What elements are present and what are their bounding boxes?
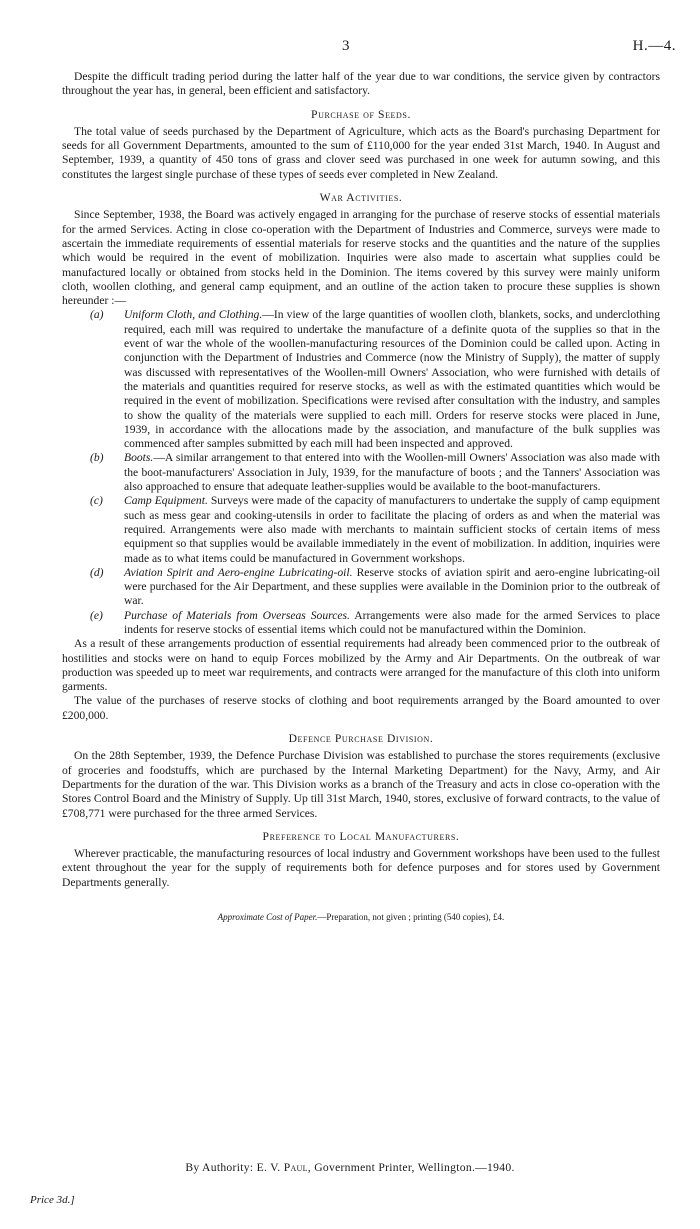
list-item: [62, 494, 660, 565]
item-marker: (c): [90, 494, 103, 508]
authority-prefix: By Authority:: [185, 1161, 254, 1174]
war-heading: War Activities.: [319, 191, 403, 205]
item-title: Boots.: [124, 451, 154, 465]
item-marker: (b): [90, 451, 104, 465]
war-value-paragraph: The value of the purchases of reserve stocks of clothing and boot requirements arranged by the Board amounted to over £200,000.: [62, 694, 660, 722]
document-reference: H.—4.: [632, 38, 676, 54]
item-title: Uniform Cloth, and Clothing.: [124, 308, 263, 322]
body-text: [62, 70, 660, 924]
list-item: [62, 308, 660, 451]
item-title: Purchase of Materials from Overseas Sources.: [124, 608, 350, 622]
item-text: Reserve stocks of aviation spirit and aero-engine lubricating-oil were purchased for the Air Department, and these supplies were available in the Dominion prior to the outbreak of war.: [124, 565, 660, 608]
list-item: [62, 566, 660, 609]
item-text: Surveys were made of the capacity of manufacturers to undertake the supply of camp equipment such as mess gear and cooking-utensils in order to facilitate the placing of orders as and when the material was required. Arrangements were also made with merchants to maintain sufficient stocks of certain items of mess equipment so that supplies would be available immediately in the event of mobilization. In addition, inquiries were made as to what items could be manufactured in Government workshops.: [124, 494, 660, 565]
cost-text: —Preparation, not given ; printing (540 copies), £4.: [317, 912, 505, 923]
war-paragraph: Since September, 1938, the Board was actively engaged in arranging for the purchase of reserve stocks of essential materials for the armed Services. Acting in close co-operation with the Department of Industries and Commerce, surveys were made to ascertain the immediate requirements of essential materials for reserve stocks and the quantities and the nature of the supplies which would be required in the event of mobilization. Inquiries were also made to ascertain what supplies could be manufactured locally or obtained from stocks held in the Dominion. The items covered by this survey were mainly uniform cloth, woollen clothing, and general camp equipment, and an outline of the action taken to procure these supplies is shown hereunder :—: [62, 208, 660, 308]
item-text: Arrangements were also made for the armed Services to place indents for reserve stocks of essential items which could not be manufactured within the Dominion.: [124, 608, 660, 636]
intro-paragraph: Despite the difficult trading period during the latter half of the year due to war conditions, the service given by contractors throughout the year has, in general, been efficient and satisfactory.: [62, 70, 660, 98]
item-text: —In view of the large quantities of woollen cloth, blankets, socks, and underclothing required, each mill was required to undertake the manufacture of a definite quota of the supplies so that in the event of war the whole of the woollen-manufacturing resources of the Dominion could be called upon. Acting in conjunction with the Department of Industries and Commerce (now the Ministry of Supply), the matter of supply was discussed with representatives of the Woollen-mill Owners' Association, who were furnished with details of the materials and quantities required for reserve stocks, as well as with the estimated quantities which would be required in the event of mobilization. Specifications were revised after consultation with the industry, and samples to show the quality of the materials were supplied to each mill. Orders for reserve stocks were placed in June, 1939, in accordance with the allocations made by the association, and manufacture of the bulk supplies was commenced after samples submitted by each mill had been inspected and approved.: [124, 308, 661, 451]
local-heading: Preference to Local Manufacturers.: [262, 829, 460, 843]
cost-of-paper-note: [62, 910, 660, 924]
defence-paragraph: On the 28th September, 1939, the Defence Purchase Division was established to purchase the stores requirements (exclusive of groceries and foodstuffs, which are purchased by the Internal Marketing Department) for the Navy, Army, and Air Departments for the duration of the war. This Division works as a branch of the Treasury and acts in close co-operation with the Stores Control Board and the Ministry of Supply. Up till 31st March, 1940, stores, exclusive of forward contracts, to the value of £708,771 were purchased for the three armed Services.: [62, 749, 660, 820]
page-number: 3: [342, 38, 350, 54]
price-note: Price 3d.]: [30, 1194, 75, 1206]
item-text: —A similar arrangement to that entered into with the Woollen-mill Owners' Association was also made with the boot-manufacturers' Association in July, 1939, for the manufacture of boots ; and the Tanners' Association was also approached to ensure that adequate leather-supplies would be available to the boot-manufacturers.: [124, 451, 660, 494]
item-title: Aviation Spirit and Aero-engine Lubricating-oil.: [124, 565, 353, 579]
item-marker: (a): [90, 308, 104, 322]
local-paragraph: Wherever practicable, the manufacturing resources of local industry and Government workshops have been used to the fullest extent throughout the year for the supply of requirements both for defence purposes and for stores used by Government Departments generally.: [62, 847, 660, 889]
war-result-paragraph: As a result of these arrangements production of essential requirements had already been commenced prior to the outbreak of hostilities and stocks were on hand to equip Forces mobilized by the Army and Air Departments. On the outbreak of war production was speeded up to meet war requirements, and contracts were arranged for the manufacture of this cloth into uniform garments.: [62, 637, 660, 694]
defence-heading: Defence Purchase Division.: [288, 732, 434, 746]
list-item: [62, 609, 660, 638]
cost-label: Approximate Cost of Paper.: [217, 912, 318, 923]
seeds-heading: Purchase of Seeds.: [311, 107, 411, 121]
item-marker: (e): [90, 608, 103, 622]
printer-name: E. V. Paul,: [256, 1161, 311, 1174]
item-marker: (d): [90, 565, 104, 579]
printing-authority: [0, 1161, 700, 1174]
list-item: [62, 451, 660, 494]
seeds-paragraph: The total value of seeds purchased by the Department of Agriculture, which acts as the Board's purchasing Department for seeds for all Government Departments, amounted to the sum of £110,000 for the year ended 31st March, 1940. In August and September, 1939, a quantity of 450 tons of grass and clover seed was purchased in one week for autumn sowing, and this constitutes the largest single purchase of these types of seeds ever completed in New Zealand.: [62, 124, 660, 181]
war-items-list: [62, 308, 660, 637]
authority-suffix: Government Printer, Wellington.—1940.: [314, 1161, 515, 1174]
item-title: Camp Equipment.: [124, 494, 208, 508]
